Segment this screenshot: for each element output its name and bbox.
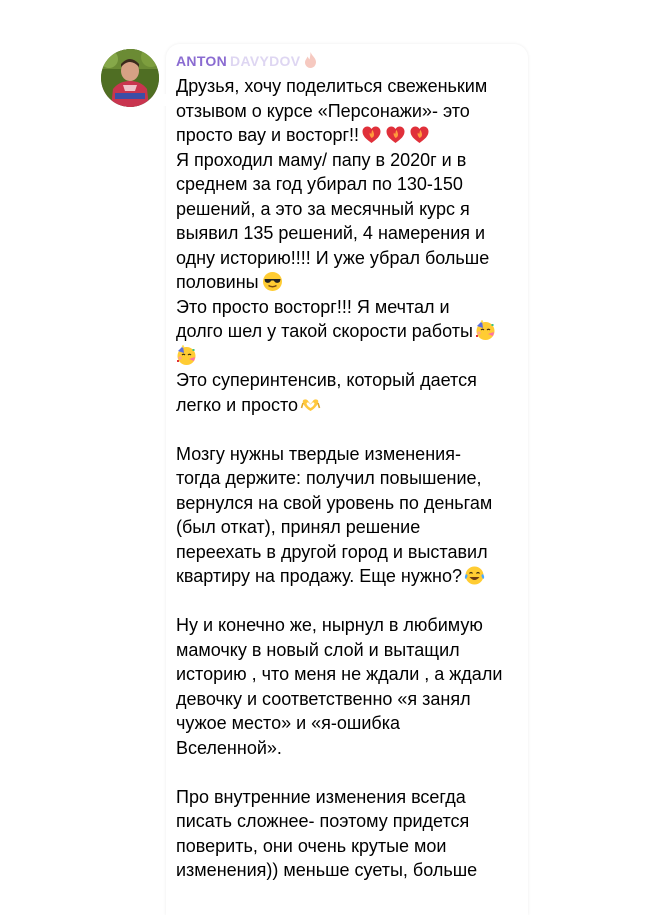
message-line xyxy=(176,344,526,369)
bubble-tail xyxy=(160,94,170,106)
message-line: поверить, они очень крутые мои xyxy=(176,835,447,856)
heart-hands-icon xyxy=(300,394,321,415)
message-line: Это просто восторг!!! Я мечтал и xyxy=(176,296,450,317)
heart-on-fire-icon xyxy=(361,124,382,145)
message-line: одну историю!!!! И уже убрал больше xyxy=(176,247,490,268)
message-line xyxy=(176,270,526,295)
message-line: вернулся на свой уровень по деньгам xyxy=(176,492,493,513)
message-line xyxy=(176,123,526,148)
message-line: Про внутренние изменения всегда xyxy=(176,786,466,807)
sender-name[interactable] xyxy=(176,52,317,70)
message-line: Я проходил маму/ папу в 2020г и в xyxy=(176,149,467,170)
message-line-text: долго шел у такой скорости работы xyxy=(176,321,473,341)
message-line: девочку и соответственно «я занял xyxy=(176,688,471,709)
partying-face-icon xyxy=(475,320,496,341)
sender-last-name: DAVYDOV xyxy=(230,53,301,69)
message-line-text: легко и просто xyxy=(176,394,299,415)
message-line: среднем за год убирал по 130-150 xyxy=(176,174,463,194)
message-line: Друзья, хочу поделиться свеженьким xyxy=(176,76,488,96)
message-line-text: половины xyxy=(176,272,259,292)
message-line: историю , что меня не ждали , а ждали xyxy=(176,664,503,684)
message-line: переехать в другой город и выставил xyxy=(176,541,488,562)
heart-on-fire-icon xyxy=(409,124,430,145)
sender-avatar[interactable] xyxy=(101,49,159,107)
flame-icon xyxy=(304,52,317,68)
message-line xyxy=(176,564,526,589)
tears-of-joy-icon xyxy=(464,565,485,586)
message-line: Мозгу нужны твердые изменения- xyxy=(176,443,461,464)
message-line: отзывом о курсе «Персонажи»- это xyxy=(176,100,470,121)
user-avatar-photo xyxy=(101,49,159,107)
sender-first-name: ANTON xyxy=(176,53,228,69)
message-line: писать сложнее- поэтому придется xyxy=(176,811,470,831)
message-line: Ну и конечно же, нырнул в любимую xyxy=(176,615,483,635)
blank-line xyxy=(176,589,526,614)
message-line-text: квартиру на продажу. Еще нужно? xyxy=(176,566,463,586)
message-line: (был откат), принял решение xyxy=(176,517,421,537)
partying-face-icon xyxy=(176,345,197,366)
message-line xyxy=(176,319,526,344)
heart-on-fire-icon xyxy=(385,124,406,145)
message-text xyxy=(176,74,526,883)
message-line: Вселенной». xyxy=(176,737,282,758)
message-line: Это суперинтенсив, который дается xyxy=(176,370,477,390)
blank-line xyxy=(176,417,526,442)
message-line: выявил 135 решений, 4 намерения и xyxy=(176,223,486,243)
message-line: решений, а это за месячный курс я xyxy=(176,198,470,219)
sunglasses-face-icon xyxy=(262,271,283,292)
message-line: тогда держите: получил повышение, xyxy=(176,468,482,488)
message-line: мамочку в новый слой и вытащил xyxy=(176,639,460,660)
message-line-text: просто вау и восторг!! xyxy=(176,125,360,145)
message-line: изменения)) меньше суеты, больше xyxy=(176,860,478,880)
message-line: чужое место» и «я-ошибка xyxy=(176,713,400,733)
blank-line xyxy=(176,760,526,785)
message-line xyxy=(176,393,526,418)
